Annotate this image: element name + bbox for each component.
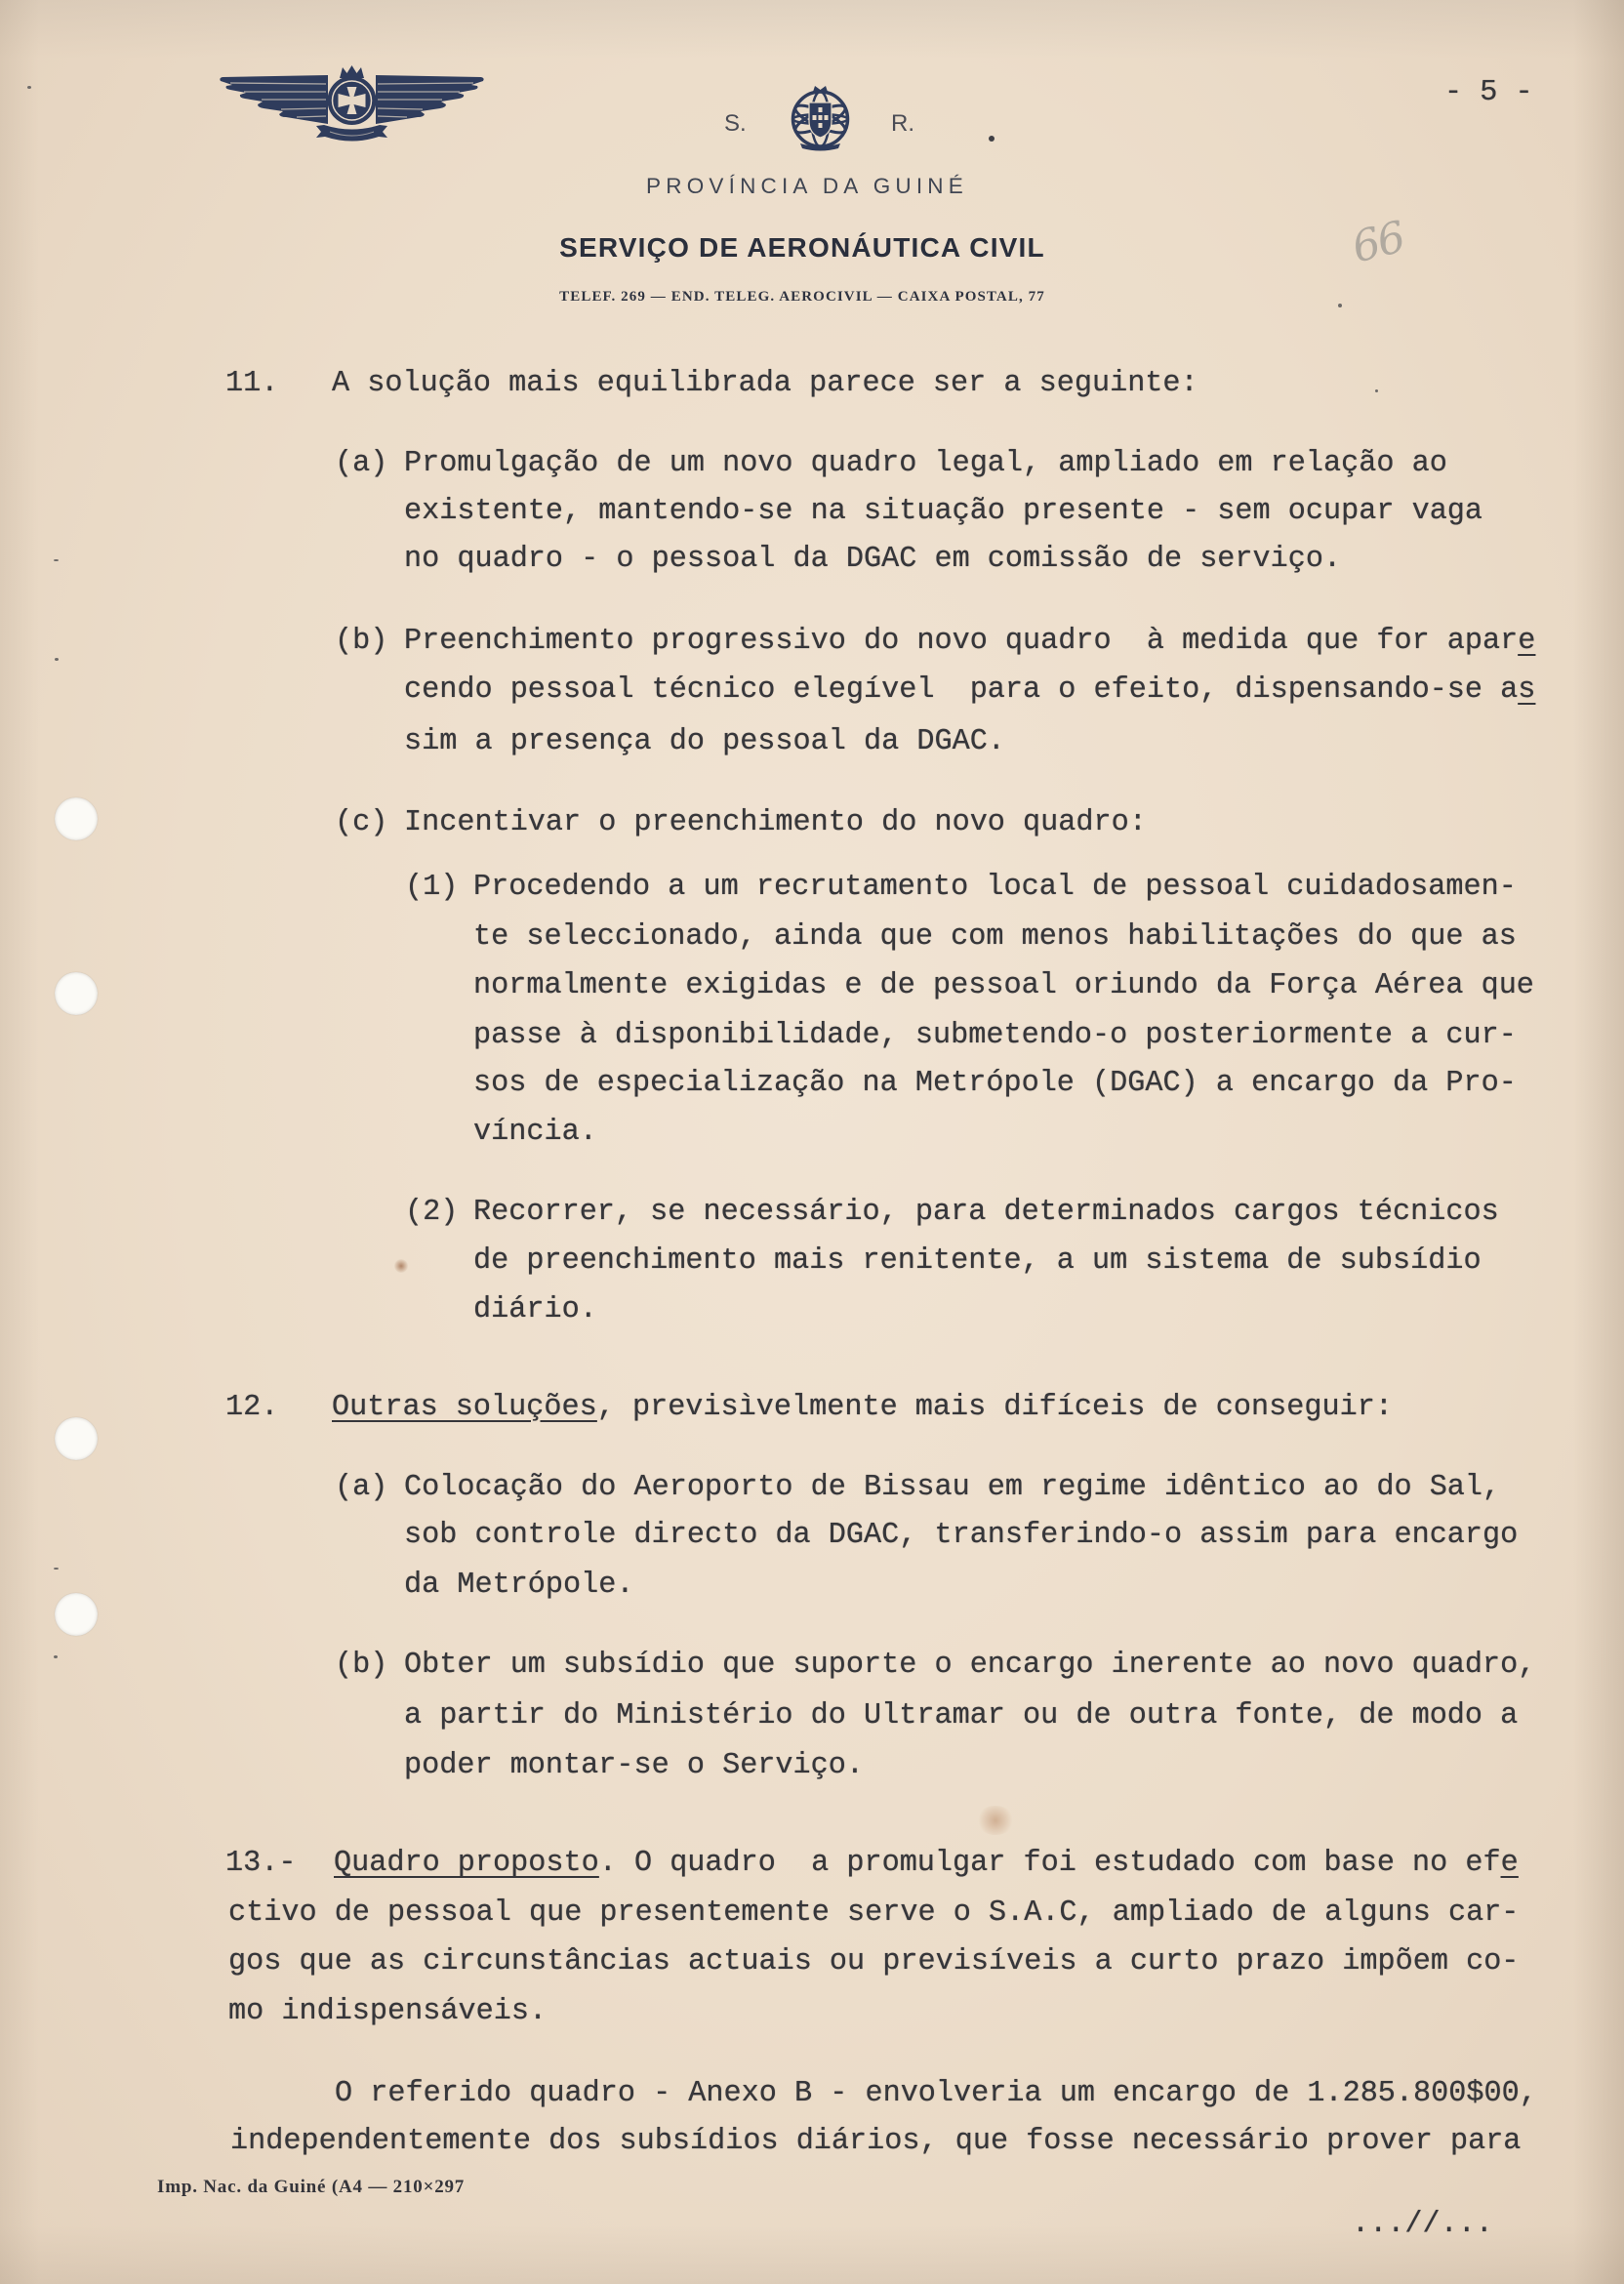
crest-crown bbox=[813, 86, 828, 92]
section-heading-rest: , previsìvelmente mais difíceis de conseguir: bbox=[596, 1391, 1393, 1424]
item-line bbox=[404, 627, 1535, 656]
section-heading-underlined: Quadro proposto bbox=[334, 1847, 599, 1880]
item-label: (a) bbox=[335, 447, 388, 480]
section-heading bbox=[334, 1849, 1519, 1878]
item-line: sob controle directo da DGAC, transferindo-o assim para encargo bbox=[404, 1519, 1519, 1552]
subitem-line: passe à disponibilidade, submetendo-o posteriormente a cur- bbox=[473, 1019, 1517, 1052]
paper-speck bbox=[1375, 389, 1378, 392]
hyphenation-mark: s bbox=[1518, 673, 1536, 707]
section-intro: A solução mais equilibrada parece ser a seguinte: bbox=[332, 367, 1198, 400]
crest-banner bbox=[800, 143, 840, 151]
paper-speck bbox=[55, 658, 59, 661]
paragraph-line: gos que as circunstâncias actuais ou previsíveis a curto prazo impõem co- bbox=[228, 1945, 1520, 1978]
punch-hole bbox=[55, 797, 98, 840]
item-line: no quadro - o pessoal da DGAC em comissão de serviço. bbox=[404, 543, 1342, 576]
handwritten-folio-number: 66 bbox=[1347, 212, 1409, 273]
section-heading-underlined: Outras soluções bbox=[332, 1391, 597, 1424]
right-wing bbox=[376, 75, 484, 124]
subitem-line: Procedendo a um recrutamento local de pessoal cuidadosamen- bbox=[473, 871, 1517, 904]
paper-stain bbox=[394, 1259, 408, 1273]
paper-speck bbox=[989, 136, 995, 142]
subitem-line: normalmente exigidas e de pessoal oriundo da Força Aérea que bbox=[473, 969, 1534, 1002]
paper-speck bbox=[54, 1568, 59, 1570]
item-line bbox=[404, 675, 1535, 705]
letterhead-initial-right: R. bbox=[891, 110, 914, 137]
subitem-line: sos de especialização na Metrópole (DGAC) a encargo da Pro- bbox=[473, 1067, 1517, 1100]
hyphenation-mark: e bbox=[1500, 1847, 1519, 1880]
paragraph-line: independentemente dos subsídios diários, que fosse necessário prover para bbox=[230, 2125, 1522, 2158]
section-heading-rest: . O quadro a promulgar foi estudado com base no ef bbox=[598, 1847, 1501, 1880]
item-line: da Metrópole. bbox=[404, 1569, 634, 1602]
paper-stain bbox=[976, 1806, 1015, 1835]
hyphenation-mark: e bbox=[1518, 625, 1536, 658]
printer-imprint: Imp. Nac. da Guiné (A4 — 210×297 bbox=[157, 2177, 466, 2197]
item-label: (c) bbox=[335, 806, 388, 839]
line-text: Preenchimento progressivo do novo quadro à medida que for apar bbox=[404, 625, 1519, 658]
paper-speck bbox=[27, 86, 31, 89]
page-number: - 5 - bbox=[1444, 76, 1533, 109]
paragraph-line: ctivo de pessoal que presentemente serve o S.A.C, ampliado de alguns car- bbox=[228, 1897, 1520, 1930]
subitem-line: diário. bbox=[473, 1293, 597, 1326]
punch-hole bbox=[55, 1417, 98, 1460]
subitem-line: te seleccionado, ainda que com menos habilitações do que as bbox=[473, 920, 1517, 954]
letterhead-contacts: TELEF. 269 — END. TELEG. AEROCIVIL — CAIXA POSTAL, 77 bbox=[559, 289, 1045, 305]
punch-hole bbox=[55, 1593, 98, 1636]
continuation-mark: ...//... bbox=[1352, 2208, 1493, 2241]
item-label: (b) bbox=[335, 1649, 388, 1682]
paper-speck bbox=[1338, 304, 1342, 307]
item-label: (b) bbox=[335, 625, 388, 658]
coat-of-arms-emblem bbox=[779, 85, 862, 153]
item-line: poder montar-se o Serviço. bbox=[404, 1749, 865, 1782]
punch-hole bbox=[55, 972, 98, 1015]
aviation-wings-emblem bbox=[219, 65, 485, 145]
ribbon bbox=[316, 125, 387, 142]
section-number: 13.- bbox=[225, 1847, 297, 1880]
section-number: 11. bbox=[225, 367, 279, 400]
letterhead-initial-left: S. bbox=[724, 110, 747, 137]
subitem-label: (2) bbox=[405, 1196, 459, 1229]
letterhead-service-name: SERVIÇO DE AERONÁUTICA CIVIL bbox=[559, 232, 1045, 263]
item-label: (a) bbox=[335, 1471, 388, 1504]
item-line: Promulgação de um novo quadro legal, ampliado em relação ao bbox=[404, 447, 1447, 480]
paper-speck bbox=[54, 1655, 58, 1658]
item-line: a partir do Ministério do Ultramar ou de outra fonte, de modo a bbox=[404, 1699, 1519, 1733]
item-line: Colocação do Aeroporto de Bissau em regime idêntico ao do Sal, bbox=[404, 1471, 1501, 1504]
section-heading bbox=[332, 1393, 1393, 1422]
letterhead-province: PROVÍNCIA DA GUINÉ bbox=[646, 174, 968, 198]
section-number: 12. bbox=[225, 1391, 279, 1424]
subitem-line: víncia. bbox=[473, 1116, 597, 1149]
line-text: cendo pessoal técnico elegível para o efeito, dispensando-se a bbox=[404, 673, 1519, 707]
paragraph-line: O referido quadro - Anexo B - envolveria um encargo de 1.285.800$00, bbox=[335, 2077, 1537, 2110]
item-line: existente, mantendo-se na situação presente - sem ocupar vaga bbox=[404, 495, 1483, 528]
subitem-line: Recorrer, se necessário, para determinados cargos técnicos bbox=[473, 1196, 1499, 1229]
item-line: Obter um subsídio que suporte o encargo inerente ao novo quadro, bbox=[404, 1649, 1536, 1682]
item-line: Incentivar o preenchimento do novo quadro: bbox=[404, 806, 1147, 839]
paper-speck bbox=[54, 559, 59, 561]
left-wing bbox=[220, 75, 328, 124]
subitem-label: (1) bbox=[405, 871, 459, 904]
subitem-line: de preenchimento mais renitente, a um sistema de subsídio bbox=[473, 1244, 1482, 1278]
paragraph-line: mo indispensáveis. bbox=[228, 1995, 548, 2028]
item-line: sim a presença do pessoal da DGAC. bbox=[404, 725, 1005, 758]
